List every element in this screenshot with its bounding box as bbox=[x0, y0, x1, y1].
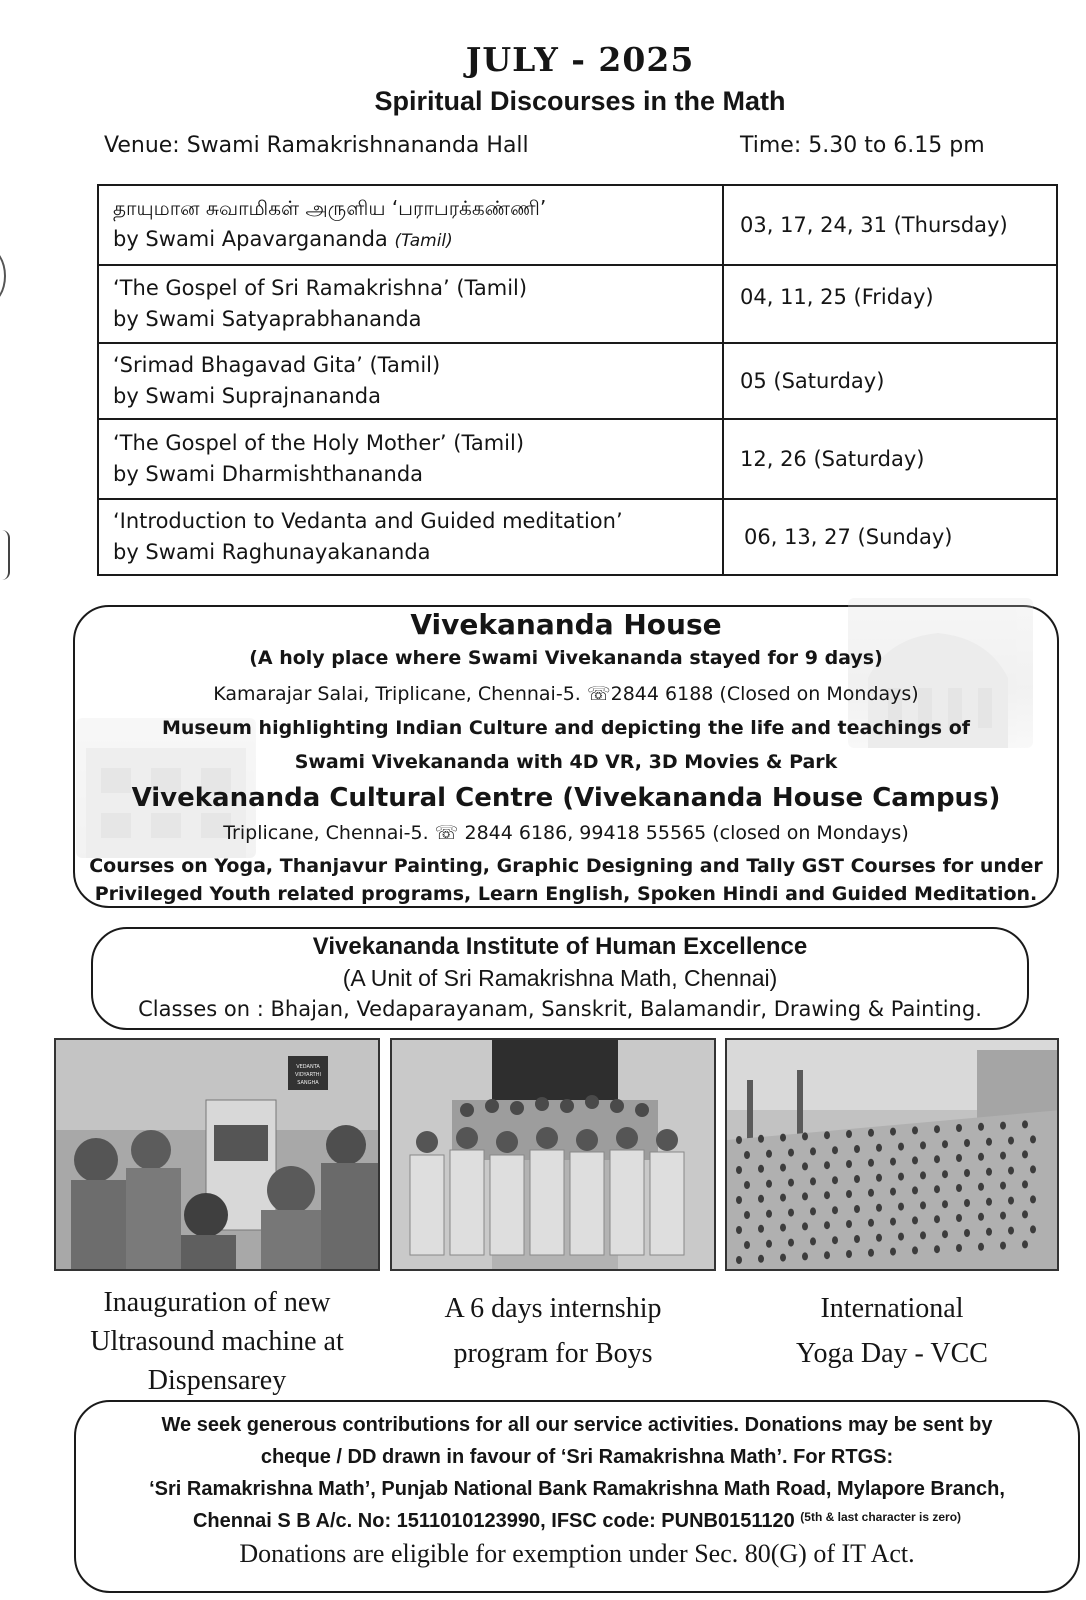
yoga-participant bbox=[912, 1216, 918, 1224]
group-photo-illustration bbox=[392, 1040, 716, 1271]
dates-cell: 05 (Saturday) bbox=[723, 343, 1057, 419]
table-row bbox=[98, 185, 1057, 265]
yoga-participant bbox=[758, 1165, 764, 1173]
yoga-participant bbox=[868, 1189, 874, 1197]
yoga-participant bbox=[964, 1229, 970, 1237]
yoga-participant bbox=[810, 1177, 816, 1185]
yoga-participant bbox=[736, 1196, 742, 1204]
yoga-participant bbox=[824, 1191, 830, 1199]
yoga-participant bbox=[846, 1250, 852, 1258]
photo-ultrasound-inauguration bbox=[54, 1038, 380, 1271]
yoga-participant bbox=[920, 1201, 926, 1209]
yoga-participant bbox=[758, 1195, 764, 1203]
yoga-participant bbox=[956, 1154, 962, 1162]
page-subtitle: Spiritual Discourses in the Math bbox=[374, 86, 786, 116]
yoga-participant bbox=[846, 1190, 852, 1198]
vivekananda-house-subtitle: (A holy place where Swami Vivekananda stayed for 9 days) bbox=[249, 647, 883, 669]
yoga-participant bbox=[758, 1135, 764, 1143]
yoga-participant bbox=[766, 1150, 772, 1158]
cultural-centre-address: Triplicane, Chennai-5. ☏ 2844 6186, 99418 55565 (closed on Mondays) bbox=[223, 822, 909, 844]
yoga-participant bbox=[788, 1209, 794, 1217]
yoga-participant bbox=[810, 1207, 816, 1215]
yoga-participant bbox=[920, 1231, 926, 1239]
yoga-participant bbox=[890, 1128, 896, 1136]
yoga-participant bbox=[824, 1161, 830, 1169]
dates-cell: 03, 17, 24, 31 (Thursday) bbox=[723, 185, 1057, 265]
yoga-participant bbox=[868, 1129, 874, 1137]
speaker-name: by Swami Apavargananda bbox=[113, 227, 388, 251]
yoga-participant bbox=[912, 1156, 918, 1164]
photo-internship-program bbox=[390, 1038, 716, 1271]
cultural-centre-title: Vivekananda Cultural Centre (Vivekananda House Campus) bbox=[131, 783, 1001, 813]
institute-title: Vivekananda Institute of Human Excellence bbox=[312, 933, 808, 960]
yoga-participant bbox=[758, 1255, 764, 1263]
topic-title: ‘Srimad Bhagavad Gita’ (Tamil) bbox=[113, 353, 441, 377]
topic-title: ‘The Gospel of Sri Ramakrishna’ (Tamil) bbox=[113, 276, 528, 300]
yoga-participant bbox=[780, 1224, 786, 1232]
yoga-participant bbox=[1022, 1240, 1028, 1248]
margin-mark bbox=[0, 248, 6, 304]
vivekananda-house-address: Kamarajar Salai, Triplicane, Chennai-5. ☏2844 6188 (Closed on Mondays) bbox=[213, 683, 919, 705]
yoga-participant bbox=[876, 1234, 882, 1242]
caption-line: Yoga Day - VCC bbox=[796, 1338, 988, 1369]
yoga-participant bbox=[978, 1213, 984, 1221]
donation-line2: cheque / DD drawn in favour of ‘Sri Ramakrishna Math’. For RTGS: bbox=[260, 1446, 894, 1468]
yoga-participant bbox=[758, 1225, 764, 1233]
dates-cell: 06, 13, 27 (Sunday) bbox=[723, 499, 1057, 575]
yoga-participant bbox=[810, 1237, 816, 1245]
yoga-participant bbox=[890, 1218, 896, 1226]
yoga-participant bbox=[934, 1215, 940, 1223]
yoga-participant bbox=[934, 1245, 940, 1253]
table-row bbox=[98, 419, 1057, 499]
yoga-participant bbox=[846, 1220, 852, 1228]
yoga-participant bbox=[956, 1184, 962, 1192]
yoga-participant bbox=[956, 1124, 962, 1132]
caption-line: program for Boys bbox=[453, 1338, 653, 1369]
yoga-participant bbox=[1008, 1197, 1014, 1205]
donation-line4 bbox=[74, 1510, 1080, 1533]
yoga-participant bbox=[1022, 1180, 1028, 1188]
yoga-participant bbox=[898, 1173, 904, 1181]
vivekananda-house-title: Vivekananda House bbox=[410, 608, 722, 641]
yoga-participant bbox=[898, 1233, 904, 1241]
yoga-participant bbox=[986, 1198, 992, 1206]
yoga-participant bbox=[868, 1249, 874, 1257]
yoga-participant bbox=[1008, 1167, 1014, 1175]
yoga-participant bbox=[744, 1151, 750, 1159]
yoga-participant bbox=[846, 1130, 852, 1138]
sign-line: VEDANTA bbox=[296, 1064, 320, 1070]
yoga-participant bbox=[788, 1239, 794, 1247]
museum-description-line2: Swami Vivekananda with 4D VR, 3D Movies & Park bbox=[294, 751, 838, 773]
yoga-participant bbox=[744, 1211, 750, 1219]
yoga-participant bbox=[890, 1158, 896, 1166]
yoga-participant bbox=[736, 1226, 742, 1234]
yoga-participant bbox=[832, 1206, 838, 1214]
yoga-participant bbox=[1022, 1120, 1028, 1128]
yoga-participant bbox=[890, 1188, 896, 1196]
yoga-participant bbox=[956, 1214, 962, 1222]
cultural-centre-courses-line1: Courses on Yoga, Thanjavur Painting, Graphic Designing and Tally GST Courses for under bbox=[89, 855, 1043, 877]
yoga-participant bbox=[744, 1181, 750, 1189]
photo-caption-internship bbox=[390, 1286, 716, 1376]
yoga-participant bbox=[766, 1180, 772, 1188]
yoga-participant bbox=[934, 1185, 940, 1193]
yoga-participant bbox=[942, 1170, 948, 1178]
caption-line: Ultrasound machine at bbox=[90, 1326, 344, 1357]
institute-classes: Classes on : Bhajan, Vedaparayanam, Sanskrit, Balamandir, Drawing & Painting. bbox=[138, 997, 982, 1021]
yoga-participant bbox=[986, 1168, 992, 1176]
ifsc-note: (5th & last character is zero) bbox=[800, 1510, 962, 1524]
yoga-participant bbox=[934, 1125, 940, 1133]
topic-speaker bbox=[113, 224, 708, 257]
yoga-participant bbox=[854, 1145, 860, 1153]
yoga-participant bbox=[766, 1210, 772, 1218]
yoga-participant bbox=[854, 1205, 860, 1213]
discourse-schedule-table bbox=[97, 184, 1058, 576]
yoga-participant bbox=[824, 1221, 830, 1229]
topic-speaker: by Swami Raghunayakananda bbox=[113, 540, 431, 564]
donation-line3: ‘Sri Ramakrishna Math’, Punjab National Bank Ramakrishna Math Road, Mylapore Branch, bbox=[149, 1478, 1005, 1500]
yoga-participant bbox=[1000, 1152, 1006, 1160]
topic-speaker: by Swami Dharmishthananda bbox=[113, 462, 424, 486]
yoga-crowd-illustration bbox=[727, 1040, 1059, 1271]
topic-cell bbox=[98, 343, 723, 419]
caption-line: International bbox=[820, 1293, 964, 1324]
yoga-participant bbox=[964, 1169, 970, 1177]
yoga-participant bbox=[854, 1175, 860, 1183]
yoga-participant bbox=[964, 1199, 970, 1207]
topic-title: ‘The Gospel of the Holy Mother’ (Tamil) bbox=[113, 431, 525, 455]
yoga-participant bbox=[978, 1243, 984, 1251]
topic-cell bbox=[98, 265, 723, 343]
yoga-participant bbox=[978, 1123, 984, 1131]
language-tag: (Tamil) bbox=[394, 231, 453, 251]
photo-caption-yoga-day bbox=[725, 1286, 1059, 1376]
yoga-participant bbox=[1030, 1135, 1036, 1143]
topic-title: தாயுமான சுவாமிகள் அருளிய ‘பராபரக்கண்ணி’ bbox=[113, 196, 547, 220]
yoga-participant bbox=[978, 1153, 984, 1161]
topic-cell bbox=[98, 419, 723, 499]
yoga-participant bbox=[978, 1183, 984, 1191]
table-row bbox=[98, 265, 1057, 343]
yoga-participant bbox=[1030, 1165, 1036, 1173]
yoga-participant bbox=[1008, 1137, 1014, 1145]
yoga-participant bbox=[942, 1200, 948, 1208]
topic-cell bbox=[98, 185, 723, 265]
yoga-participant bbox=[986, 1138, 992, 1146]
photo-caption-ultrasound bbox=[54, 1283, 380, 1400]
yoga-participant bbox=[788, 1179, 794, 1187]
yoga-participant bbox=[920, 1171, 926, 1179]
yoga-participant bbox=[876, 1204, 882, 1212]
bank-account-details: Chennai S B A/c. No: 1511010123990, IFSC code: PUNB0151120 bbox=[192, 1510, 795, 1532]
yoga-participant bbox=[824, 1131, 830, 1139]
topic-title: ‘Introduction to Vedanta and Guided meditation’ bbox=[113, 509, 623, 533]
yoga-participant bbox=[802, 1222, 808, 1230]
yoga-participant bbox=[832, 1236, 838, 1244]
donation-line1: We seek generous contributions for all our service activities. Donations may be sent by bbox=[161, 1414, 993, 1436]
yoga-participant bbox=[780, 1254, 786, 1262]
yoga-participant bbox=[736, 1256, 742, 1264]
institute-subtitle: (A Unit of Sri Ramakrishna Math, Chennai) bbox=[342, 965, 778, 991]
yoga-participant bbox=[912, 1246, 918, 1254]
yoga-participant bbox=[810, 1147, 816, 1155]
caption-line: Dispensarey bbox=[147, 1365, 287, 1396]
venue-text: Venue: Swami Ramakrishnananda Hall bbox=[104, 133, 529, 158]
ultrasound-scene-illustration bbox=[56, 1040, 380, 1271]
page-title: JULY - 2025 bbox=[465, 40, 695, 79]
yoga-participant bbox=[1030, 1195, 1036, 1203]
topic-cell bbox=[98, 499, 723, 575]
yoga-participant bbox=[964, 1139, 970, 1147]
yoga-participant bbox=[1000, 1182, 1006, 1190]
sign-line: SANGHA bbox=[297, 1080, 319, 1086]
yoga-participant bbox=[780, 1194, 786, 1202]
yoga-participant bbox=[788, 1149, 794, 1157]
yoga-participant bbox=[846, 1160, 852, 1168]
yoga-participant bbox=[1022, 1210, 1028, 1218]
museum-description-line1: Museum highlighting Indian Culture and depicting the life and teachings of bbox=[161, 717, 971, 739]
yoga-participant bbox=[1000, 1212, 1006, 1220]
tax-exemption-note: Donations are eligible for exemption under Sec. 80(G) of IT Act. bbox=[239, 1539, 915, 1568]
yoga-participant bbox=[898, 1203, 904, 1211]
yoga-participant bbox=[956, 1244, 962, 1252]
yoga-participant bbox=[942, 1230, 948, 1238]
yoga-participant bbox=[780, 1134, 786, 1142]
yoga-participant bbox=[766, 1240, 772, 1248]
yoga-participant bbox=[1030, 1225, 1036, 1233]
yoga-participant bbox=[736, 1136, 742, 1144]
yoga-participant bbox=[934, 1155, 940, 1163]
yoga-participant bbox=[1008, 1227, 1014, 1235]
yoga-participant bbox=[832, 1146, 838, 1154]
yoga-participant bbox=[868, 1219, 874, 1227]
yoga-participant bbox=[744, 1241, 750, 1249]
yoga-participant bbox=[854, 1235, 860, 1243]
yoga-participant bbox=[832, 1176, 838, 1184]
yoga-participant bbox=[898, 1143, 904, 1151]
time-text: Time: 5.30 to 6.15 pm bbox=[740, 133, 985, 158]
yoga-participant bbox=[876, 1144, 882, 1152]
cultural-centre-courses-line2: Privileged Youth related programs, Learn English, Spoken Hindi and Guided Meditation. bbox=[94, 883, 1038, 905]
yoga-participant bbox=[920, 1141, 926, 1149]
yoga-participant bbox=[1000, 1122, 1006, 1130]
yoga-participant bbox=[890, 1248, 896, 1256]
photo-yoga-day bbox=[725, 1038, 1059, 1271]
caption-line: Inauguration of new bbox=[103, 1287, 331, 1318]
yoga-participant bbox=[868, 1159, 874, 1167]
yoga-participant bbox=[1022, 1150, 1028, 1158]
table-row bbox=[98, 499, 1057, 575]
topic-speaker: by Swami Suprajnananda bbox=[113, 384, 381, 408]
caption-line: A 6 days internship bbox=[444, 1293, 662, 1324]
yoga-participant bbox=[736, 1166, 742, 1174]
dates-cell: 04, 11, 25 (Friday) bbox=[723, 265, 1057, 343]
yoga-participant bbox=[802, 1192, 808, 1200]
yoga-participant bbox=[802, 1162, 808, 1170]
yoga-participant bbox=[876, 1174, 882, 1182]
table-row bbox=[98, 343, 1057, 419]
yoga-participant bbox=[942, 1140, 948, 1148]
yoga-participant bbox=[986, 1228, 992, 1236]
yoga-participant bbox=[912, 1126, 918, 1134]
yoga-participant bbox=[802, 1252, 808, 1260]
sign-line: VIDYARTHI bbox=[295, 1072, 321, 1078]
margin-glyph bbox=[0, 530, 10, 580]
yoga-participant bbox=[824, 1251, 830, 1259]
topic-speaker: by Swami Satyaprabhananda bbox=[113, 307, 422, 331]
yoga-participant bbox=[802, 1132, 808, 1140]
dates-cell: 12, 26 (Saturday) bbox=[723, 419, 1057, 499]
yoga-participant bbox=[912, 1186, 918, 1194]
yoga-participant bbox=[780, 1164, 786, 1172]
yoga-participant bbox=[1000, 1242, 1006, 1250]
